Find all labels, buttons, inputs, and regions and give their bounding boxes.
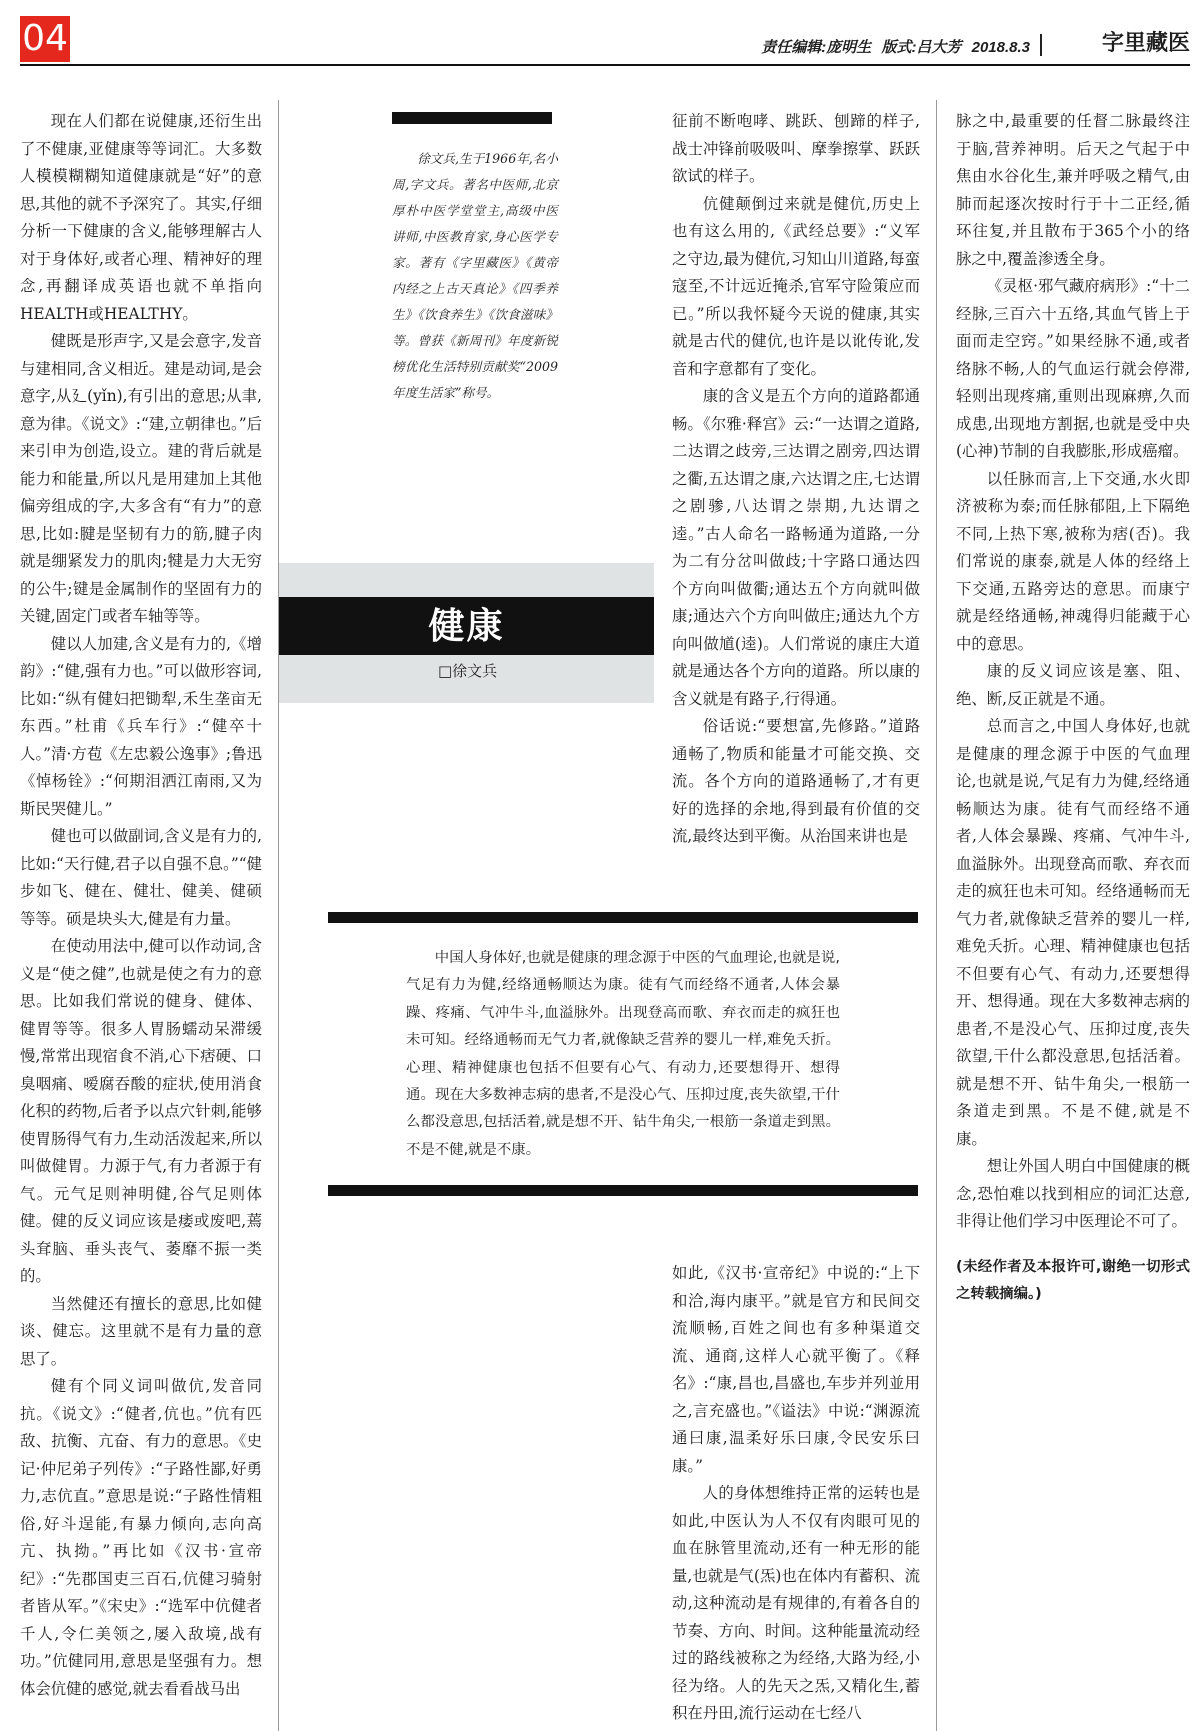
page-number: 04 xyxy=(20,16,70,62)
layout-credit: 版式:吕大芳 xyxy=(881,39,962,56)
article-column-1 xyxy=(20,108,262,1731)
paragraph: 脉之中,最重要的任督二脉最终注于脑,营养神明。后天之气起于中焦由水谷化生,兼并呼吸之精气,由肺而起逐次按时行于十二正经,循环往复,并且散布于365个小的络脉之中,覆盖渗透全身。 xyxy=(956,112,1190,268)
paragraph: 现在人们都在说健康,还衍生出了不健康,亚健康等等词汇。大多数人模模糊糊知道健康就是“好”的意思,其他的就不予深究了。其实,仔细分析一下健康的含义,能够理解古人对于身体好,或者心理、精神好的理念,再翻译成英语也就不单指向HEALTH或HEALTHY。 xyxy=(20,112,262,323)
paragraph: 征前不断咆哮、跳跃、刨蹄的样子,战士冲锋前吸吸叫、摩拳擦掌、跃跃欲试的样子。 xyxy=(672,112,920,185)
paragraph: 健既是形声字,又是会意字,发音与建相同,含义相近。建是动词,是会意字,从廴(yǐn),有引出的意思;从聿,意为律。《说文》:“建,立朝律也。”后来引申为创造,设立。建的背后就是能力和能量,所以凡是用建加上其他偏旁组成的字,大多含有“有力”的意思,比如:腱是坚韧有力的筋,腱子肉就是绷紧发力的肌肉;犍是力大无穷的公牛;键是金属制作的坚固有力的关键,固定门或者车轴等等。 xyxy=(20,332,262,625)
paragraph: 在使动用法中,健可以作动词,含义是“使之健”,也就是使之有力的意思。比如我们常说的健身、健体、健胃等等。很多人胃肠蠕动呆滞缓慢,常常出现宿食不消,心下痞硬、口臭咽痛、嗳腐吞酸的症状,使用消食化积的药物,后者予以点穴针刺,能够使胃肠得气有力,生动活泼起来,所以叫做健胃。力源于气,有力者源于有气。元气足则神明健,谷气足则体健。健的反义词应该是痿或废吧,蔫头耷脑、垂头丧气、萎靡不振一类的。 xyxy=(20,937,262,1285)
article-column-4 xyxy=(956,108,1190,1308)
paragraph: 健有个同义词叫做伉,发音同抗。《说文》:“健者,伉也。”伉有匹敌、抗衡、亢奋、有力的意思。《史记·仲尼弟子列传》:“子路性鄙,好勇力,志伉直。”意思是说:“子路性情粗俗,好斗逞能,有暴力倾向,志向高亢、执拗。”再比如《汉书·宣帝纪》:“先郡国吏三百石,伉健习骑射者皆从军。”《宋史》:“选军中伉健者千人,令仁美领之,屡入敌境,战有功。”伉健同用,意思是坚强有力。想体会伉健的感觉,就去看看战马出 xyxy=(20,1377,262,1698)
header-divider xyxy=(1040,34,1042,56)
paragraph: 健以人加建,含义是有力的,《增韵》:“健,强有力也。”可以做形容词,比如:“纵有健妇把锄犁,禾生垄亩无东西。”杜甫《兵车行》:“健卒十人。”清·方苞《左忠毅公逸事》;鲁迅《悼杨铨》:“何期泪洒江南雨,又为斯民哭健儿。” xyxy=(20,634,262,818)
paragraph: 《灵枢·邪气藏府病形》:“十二经脉,三百六十五络,其血气皆上于面而走空窍。”如果经脉不通,或者络脉不畅,人的气血运行就会停滞,轻则出现疼痛,重则出现麻痹,久而成患,出现地方割据,也就是受中央(心神)节制的自我膨胀,形成癌瘤。 xyxy=(956,277,1190,460)
paragraph: 俗话说:“要想富,先修路。”道路通畅了,物质和能量才可能交换、交流。各个方向的道路通畅了,才有更好的选择的余地,得到最有价值的交流,最终达到平衡。从治国来讲也是 xyxy=(672,717,920,845)
column-divider xyxy=(278,100,279,1731)
paragraph: 健也可以做副词,含义是有力的,比如:“天行健,君子以自强不息。”“健步如飞、健在、健壮、健美、健硕等等。硕是块头大,健是有力量。 xyxy=(20,827,262,928)
header-rule xyxy=(20,64,1190,66)
column-divider xyxy=(936,100,937,1731)
pull-quote-bar-top xyxy=(328,912,918,923)
paragraph: 以任脉而言,上下交通,水火即济被称为泰;而任脉郁阻,上下隔绝不同,上热下寒,被称为痞(否)。我们常说的康泰,就是人体的经络上下交通,五路旁达的意思。而康宁就是经络通畅,神魂得归能藏于心中的意思。 xyxy=(956,469,1190,653)
paragraph: 如此,《汉书·宣帝纪》中说的:“上下和洽,海内康平。”就是官方和民间交流顺畅,百姓之间也有多种渠道交流、通商,这样人心就平衡了。《释名》:“康,昌也,昌盛也,车步并列並用之,言充盛也。”《谥法》中说:“渊源流通曰康,温柔好乐曰康,令民安乐曰康。” xyxy=(672,1264,920,1475)
paragraph: 想让外国人明白中国健康的概念,恐怕难以找到相应的词汇达意,非得让他们学习中医理论不可了。 xyxy=(956,1157,1190,1230)
editor-credit: 责任编辑:庞明生 xyxy=(761,39,872,56)
article-column-3-lower xyxy=(672,1260,920,1731)
reprint-notice: (未经作者及本报许可,谢绝一切形式之转载摘编。) xyxy=(956,1258,1190,1302)
column-name: 字里藏医 xyxy=(1101,31,1190,56)
paragraph: 康的含义是五个方向的道路都通畅。《尔雅·释宫》云:“一达谓之道路,二达谓之歧旁,三达谓之剧旁,四达谓之衢,五达谓之康,六达谓之庄,七达谓之剧骖,八达谓之崇期,九达谓之逵。”古人命名一路畅通为道路,一分为二有分岔叫做歧;十字路口通达四个方向叫做衢;通达五个方向就叫做康;通达六个方向叫做庄;通达九个方向叫做馗(逵)。人们常说的康庄大道就是通达各个方向的道路。所以康的含义就是有路子,行得通。 xyxy=(672,387,920,708)
author-bio: 徐文兵,生于1966年,名小周,字文兵。著名中医师,北京厚朴中医学堂堂主,高级中医讲师,中医教育家,身心医学专家。著有《字里藏医》《黄帝内经之上古天真论》《四季养生》《饮食养生》《饮食滋味》等。曾获《新周刊》年度新锐榜优化生活特别贡献奖“2009年度生活家”称号。 xyxy=(392,151,558,400)
article-column-3 xyxy=(672,108,920,920)
paragraph: 伉健颠倒过来就是健伉,历史上也有这么用的,《武经总要》:“义军之守边,最为健伉,习知山川道路,每蛮寇至,不计远近掩杀,官军守险策应而已。”所以我怀疑今天说的健康,其实就是古代的健伉,也许是以讹传讹,发音和字意都有了变化。 xyxy=(672,194,920,378)
header-credits xyxy=(755,36,1030,57)
paragraph: 当然健还有擅长的意思,比如健谈、健忘。这里就不是有力量的意思了。 xyxy=(20,1294,262,1368)
article-title: 健康 xyxy=(428,605,505,647)
paragraph: 人的身体想维持正常的运转也是如此,中医认为人不仅有肉眼可见的血在脉管里流动,还有一种无形的能量,也就是气(炁)也在体内有蓄积、流动,这种流动是有规律的,有着各自的节奏、方向、时间。这种能量流动经过的路线被称之为经络,大路为经,小径为络。人的先天之炁,又精化生,蓄积在丹田,流行运动在七经八 xyxy=(672,1484,920,1722)
issue-date: 2018.8.3 xyxy=(971,39,1030,56)
article-byline: □徐文兵 xyxy=(438,662,498,680)
author-bio-bar xyxy=(392,112,552,124)
pull-quote-text: 中国人身体好,也就是健康的理念源于中医的气血理论,也就是说,气足有力为健,经络通畅顺达为康。徒有气而经络不通者,人体会暴躁、疼痛、气冲牛斗,血溢脉外。出现登高而歌、弃衣而走的疯狂也未可知。经络通畅而无气力者,就像缺乏营养的婴儿一样,难免夭折。心理、精神健康也包括不但要有心气、有动力,还要想得开、想得通。现在大多数神志病的患者,不是没心气、压抑过度,丧失欲望,干什么都没意思,包括活着,就是想不开、钻牛角尖,一根筋一条道走到黑。不是不健,就是不康。 xyxy=(406,950,840,1158)
paragraph: 康的反义词应该是塞、阻、绝、断,反正就是不通。 xyxy=(956,662,1190,708)
pull-quote xyxy=(406,945,840,1164)
paragraph: 总而言之,中国人身体好,也就是健康的理念源于中医的气血理论,也就是说,气足有力为健,经络通畅顺达为康。徒有气而经络不通者,人体会暴躁、疼痛、气冲牛斗,血溢脉外。出现登高而歌、弃衣而走的疯狂也未可知。经络通畅而无气力者,就像缺乏营养的婴儿一样,难免夭折。心理、精神健康也包括不但要有心气、有动力,还要想得开、想得通。现在大多数神志病的患者,不是没心气、压抑过度,丧失欲望,干什么都没意思,包括活着。就是想不开、钻牛角尖,一根筋一条道走到黑。不是不健,就是不康。 xyxy=(956,717,1190,1148)
pull-quote-bar-bottom xyxy=(328,1185,918,1196)
